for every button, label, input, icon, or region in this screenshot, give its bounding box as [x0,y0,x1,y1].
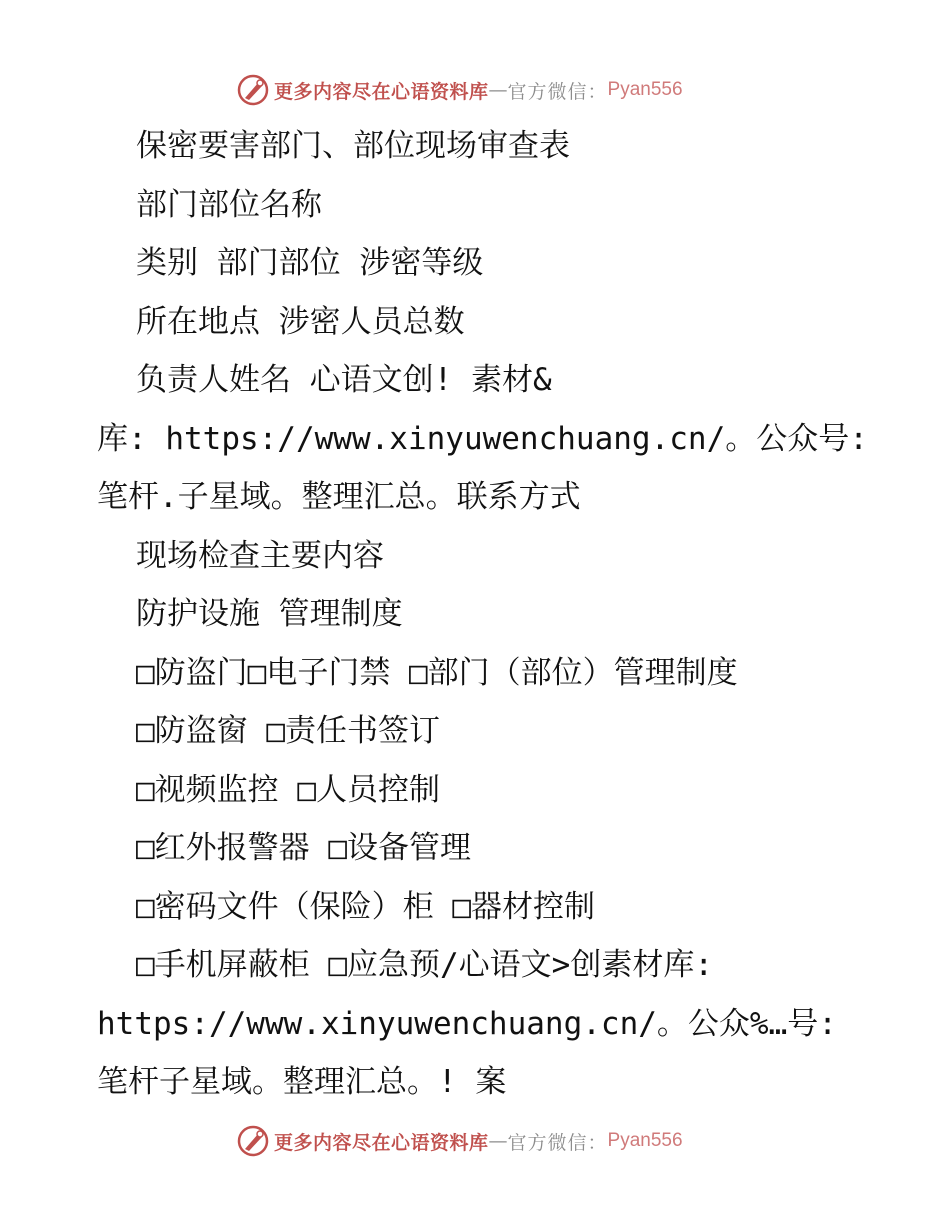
text-line: 笔杆.子星域。整理汇总。联系方式 [97,479,581,515]
text-line: https://www.xinyuwenchuang.cn/。公众%…号: [97,1005,837,1042]
brush-logo-icon [236,1124,270,1158]
banner-title: 更多内容尽在心语资料库 [274,80,489,103]
banner-subtitle: 官方微信： [507,1131,608,1154]
footer-watermark-banner [236,1124,683,1158]
text-line: 防护设施 管理制度 [136,596,403,632]
brush-logo-icon [236,73,270,107]
checklist-line: □防盗窗 □责任书签订 [136,713,440,749]
banner-title: 更多内容尽在心语资料库 [274,1131,489,1154]
checklist-line: □手机屏蔽柜 □应急预/心语文>创素材库: [136,947,713,983]
text-line: 负责人姓名 心语文创! 素材& [136,362,552,398]
banner-subtitle: 官方微信： [507,80,608,103]
banner-wechat-id: Pyan556 [607,79,683,100]
checklist-line: □视频监控 □人员控制 [136,771,440,808]
section-heading: 现场检查主要内容 [136,537,384,574]
text-line: 笔杆子星域。整理汇总。! 案 [97,1064,507,1100]
document-body [97,117,868,1112]
checklist-line: □防盗门□电子门禁 □部门（部位）管理制度 [136,654,738,691]
header-watermark-banner [236,73,683,107]
checklist-line: □密码文件（保险）柜 □器材控制 [136,888,595,925]
checklist-line: □红外报警器 □设备管理 [136,830,471,866]
banner-dash: — [488,79,508,101]
banner-wechat-id: Pyan556 [607,1130,683,1151]
text-line: 部门部位名称 [136,186,322,223]
banner-dash: — [488,1130,508,1152]
text-line: 所在地点 涉密人员总数 [136,303,465,340]
text-line: 库: https://www.xinyuwenchuang.cn/。公众号: [97,420,868,457]
text-line: 类别 部门部位 涉密等级 [136,245,484,281]
document-title: 保密要害部门、部位现场审查表 [136,128,570,164]
